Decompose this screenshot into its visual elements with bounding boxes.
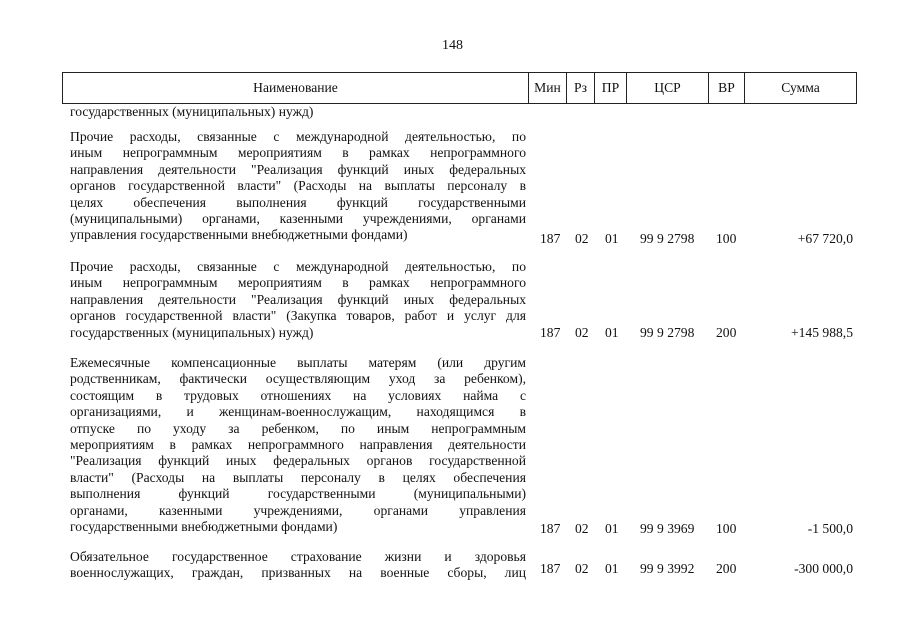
cell-pr: 01: [605, 231, 619, 246]
cell-min: 187: [540, 231, 561, 246]
continuation-text: государственных (муниципальных) нужд): [70, 104, 314, 119]
cell-min: 187: [540, 325, 561, 340]
cell-sum: +67 720,0: [797, 231, 853, 246]
description-line: (муниципальными) органами, казенными учреждениями, органами: [70, 210, 526, 226]
row-description: [70, 259, 526, 341]
description-line: государственных (муниципальных) нужд): [70, 324, 314, 340]
description-line: иным непрограммным мероприятиям в рамках непрограммного: [70, 145, 526, 161]
description-line: Прочие расходы, связанные с международной деятельностью, по: [70, 129, 526, 144]
header-pr: ПР: [594, 73, 626, 103]
cell-csr: 99 9 2798: [640, 231, 695, 246]
description-line: Ежемесячные компенсационные выплаты матерям (или другим: [70, 355, 526, 370]
cell-rz: 02: [575, 231, 589, 246]
cell-min: 187: [540, 561, 561, 576]
cell-vr: 200: [716, 325, 737, 340]
cell-pr: 01: [605, 325, 619, 340]
cell-pr: 01: [605, 561, 619, 576]
row-description: [70, 355, 526, 535]
description-line: власти" (Расходы на выплаты персоналу в целях обеспечения: [70, 469, 526, 485]
cell-vr: 200: [716, 561, 737, 576]
cell-vr: 100: [716, 521, 737, 536]
description-line: состоящим в трудовых отношениях на условиях найма с: [70, 387, 526, 403]
row-description: [70, 549, 526, 582]
header-min: Мин: [528, 73, 566, 103]
cell-pr: 01: [605, 521, 619, 536]
table-header: [62, 72, 857, 104]
header-csr: ЦСР: [626, 73, 708, 103]
description-line: военнослужащих, граждан, призванных на военные сборы, лиц: [70, 565, 526, 581]
description-line: Обязательное государственное страхование жизни и здоровья: [70, 549, 526, 564]
cell-vr: 100: [716, 231, 737, 246]
row-description: [70, 129, 526, 244]
description-line: органов государственной власти" (Расходы на выплаты персоналу в: [70, 178, 526, 194]
description-line: Прочие расходы, связанные с международной деятельностью, по: [70, 259, 526, 274]
description-line: отпуске по уходу за ребенком, по иным непрограммным: [70, 420, 526, 436]
cell-csr: 99 9 3992: [640, 561, 695, 576]
header-rz: Рз: [566, 73, 594, 103]
cell-rz: 02: [575, 325, 589, 340]
description-line: "Реализация функций иных федеральных органов государственной: [70, 453, 526, 469]
description-line: иным непрограммным мероприятиям в рамках непрограммного: [70, 275, 526, 291]
cell-sum: -300 000,0: [794, 561, 853, 576]
header-vr: ВР: [708, 73, 744, 103]
cell-min: 187: [540, 521, 561, 536]
description-line: государственными внебюджетными фондами): [70, 518, 338, 534]
description-line: выполнения функций государственными (муниципальными): [70, 486, 526, 502]
description-line: управления государственными внебюджетными фондами): [70, 227, 408, 243]
description-line: органов государственной власти" (Закупка товаров, работ и услуг для: [70, 308, 526, 324]
description-line: направления деятельности "Реализация функций иных федеральных: [70, 161, 526, 177]
cell-rz: 02: [575, 521, 589, 536]
page-number: 148: [442, 38, 463, 53]
description-line: целях обеспечения выполнения функций государственными: [70, 194, 526, 210]
cell-rz: 02: [575, 561, 589, 576]
header-sum: Сумма: [744, 73, 857, 103]
cell-csr: 99 9 2798: [640, 325, 695, 340]
description-line: мероприятиям в рамках непрограммного направления деятельности: [70, 436, 526, 452]
description-line: организациями, и женщинам-военнослужащим, находящимся в: [70, 404, 526, 420]
description-line: родственникам, фактически осуществляющим уход за ребенком),: [70, 371, 526, 387]
description-line: органами, казенными учреждениями, органами управления: [70, 502, 526, 518]
cell-csr: 99 9 3969: [640, 521, 695, 536]
description-line: направления деятельности "Реализация функций иных федеральных: [70, 291, 526, 307]
header-name: Наименование: [62, 73, 528, 103]
cell-sum: +145 988,5: [790, 325, 853, 340]
cell-sum: -1 500,0: [807, 521, 853, 536]
